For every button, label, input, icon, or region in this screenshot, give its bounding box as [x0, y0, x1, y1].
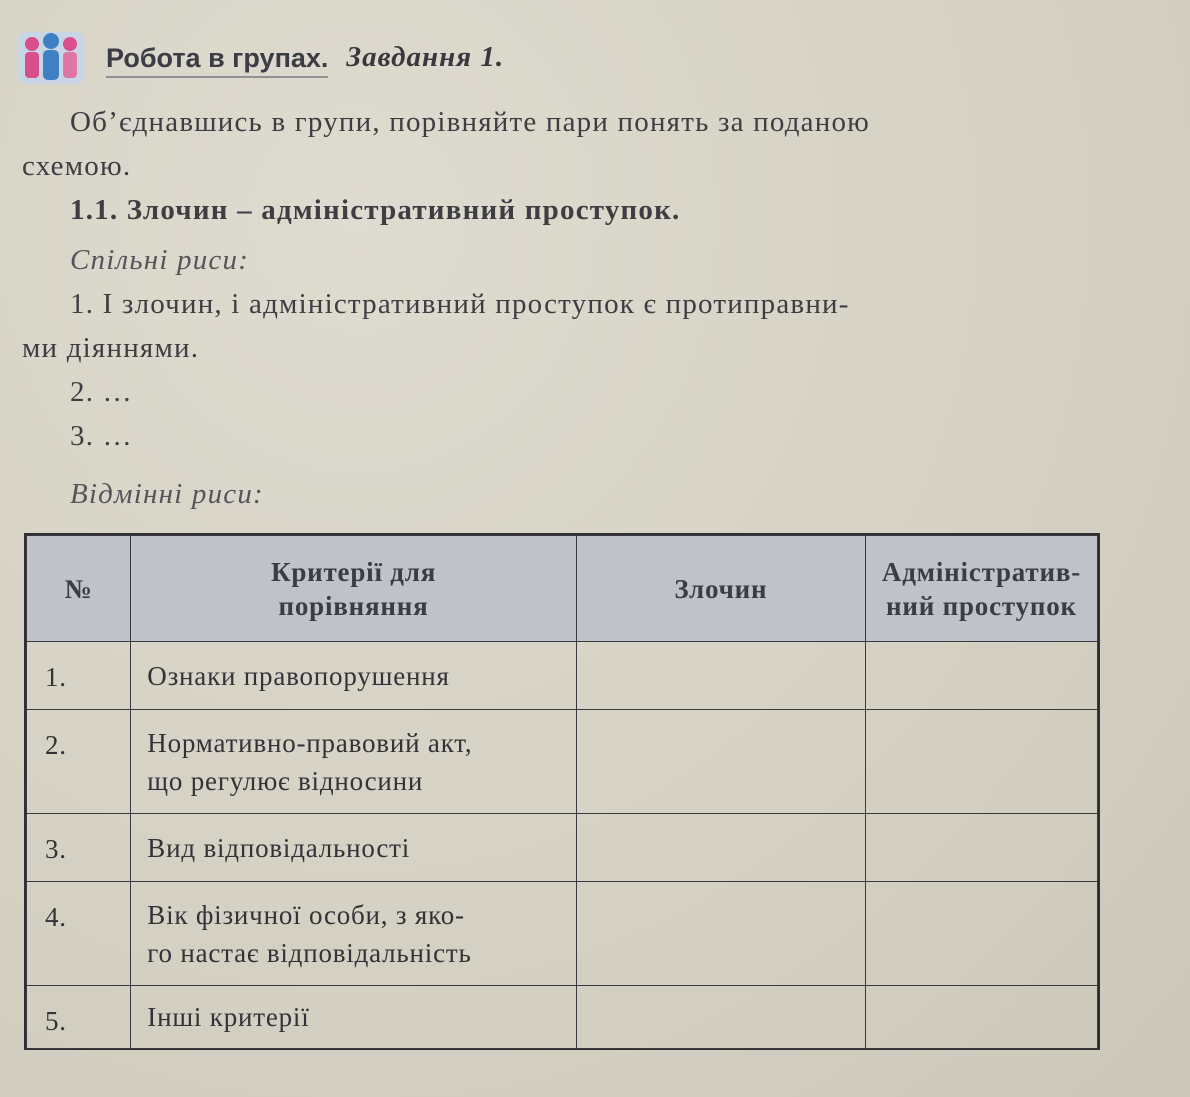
- table-row: [27, 710, 1098, 814]
- intro-line-2: схемою.: [22, 150, 132, 182]
- row-number: 1.: [27, 642, 131, 710]
- comparison-table: [24, 533, 1100, 1050]
- intro-line-1: Об’єднавшись в групи, порівняйте пари понять за поданою: [70, 106, 871, 138]
- row-number: 4.: [27, 882, 131, 986]
- crime-cell[interactable]: [576, 882, 865, 986]
- admin-offense-cell[interactable]: [865, 814, 1097, 882]
- admin-offense-cell[interactable]: [865, 642, 1097, 710]
- common-item-3: 3. …: [70, 420, 133, 452]
- row-criterion: [131, 710, 576, 814]
- crime-cell[interactable]: [576, 642, 865, 710]
- header-number: №: [27, 536, 131, 642]
- row-criterion: [131, 814, 576, 882]
- table-row: [27, 882, 1098, 986]
- header-admin-line-2: ний проступок: [886, 590, 1077, 621]
- common-features-heading: Спільні риси:: [70, 244, 250, 276]
- table-row: [27, 986, 1098, 1049]
- row-criterion-line-1: Нормативно-правовий акт,: [147, 727, 473, 758]
- row-criterion-line-1: Ознаки правопорушення: [147, 660, 450, 691]
- header-admin-offense: [865, 536, 1097, 642]
- different-features-heading: Відмінні риси:: [70, 478, 264, 510]
- row-criterion-line-1: Вік фізичної особи, з яко-: [147, 899, 465, 930]
- table-row: [27, 642, 1098, 710]
- header-criteria-line-1: Критерії для: [270, 556, 437, 587]
- row-number: 3.: [27, 814, 131, 882]
- crime-cell[interactable]: [576, 814, 865, 882]
- admin-offense-cell[interactable]: [865, 986, 1097, 1049]
- common-item-2: 2. …: [70, 376, 133, 408]
- row-number: 5.: [27, 986, 131, 1049]
- row-criterion: [131, 986, 576, 1049]
- admin-offense-cell[interactable]: [865, 882, 1097, 986]
- crime-cell[interactable]: [576, 986, 865, 1049]
- task-text: [22, 100, 1122, 516]
- table-header-row: [27, 536, 1098, 642]
- row-criterion: [131, 642, 576, 710]
- row-criterion-line-1: Вид відповідальності: [147, 832, 411, 863]
- header-crime: Злочин: [576, 536, 865, 642]
- crime-cell[interactable]: [576, 710, 865, 814]
- task-label: Завдання 1.: [346, 40, 505, 73]
- row-criterion-line-2: го настає відповідальність: [147, 937, 472, 968]
- header-admin-line-1: Адміністратив-: [881, 556, 1081, 587]
- section-title: Робота в групах.: [106, 43, 328, 78]
- subtask-heading: 1.1. Злочин – адміністративний проступок.: [70, 194, 681, 226]
- header-criteria-line-2: порівняння: [278, 590, 429, 621]
- task-header: [18, 28, 504, 86]
- row-number: 2.: [27, 710, 131, 814]
- row-criterion-line-1: Інші критерії: [147, 1002, 310, 1032]
- common-item-1-line-2: ми діяннями.: [22, 332, 200, 364]
- row-criterion-line-2: що регулює відносини: [147, 765, 424, 796]
- row-criterion: [131, 882, 576, 986]
- admin-offense-cell[interactable]: [865, 710, 1097, 814]
- group-work-icon: [18, 28, 84, 86]
- table-row: [27, 814, 1098, 882]
- common-item-1-line-1: 1. І злочин, і адміністративний проступок є протиправни-: [70, 288, 850, 320]
- header-criteria: [131, 536, 576, 642]
